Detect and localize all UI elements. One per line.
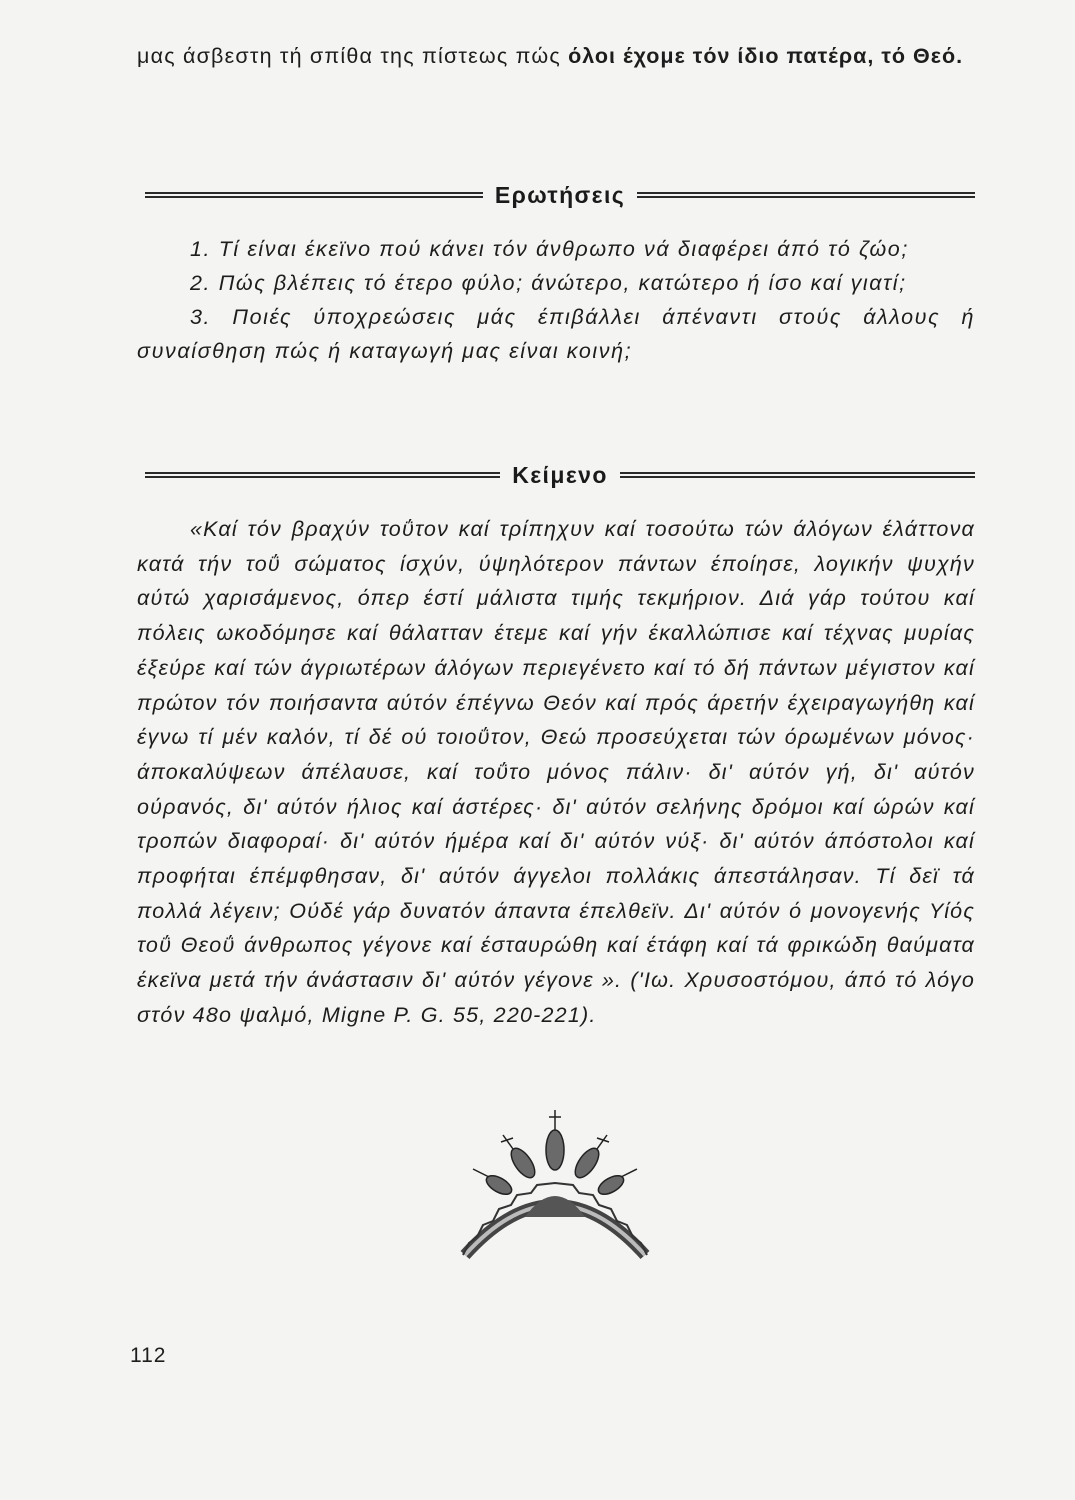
question-item: 1. Τί είναι έκεϊνο πού κάνει τόν άνθρωπο νά διαφέρει άπό τό ζώο; xyxy=(190,237,909,261)
heading-rule-left xyxy=(145,472,500,478)
text-heading: Κείμενο xyxy=(512,461,608,488)
sunrise-crown-ornament-icon xyxy=(455,1105,655,1265)
intro-bold-text: όλοι έχομε τόν ίδιο πατέρα, τό Θεό. xyxy=(568,44,964,68)
page-number: 112 xyxy=(130,1344,167,1367)
heading-rule-right xyxy=(620,472,975,478)
question-item: 3. Ποιές ύποχρεώσεις μάς έπιβάλλει άπέναντι στούς άλλους ή συναίσθηση πώς ή καταγωγή μας είναι κοινή; xyxy=(137,305,975,363)
passage-text: «Καί τόν βραχύν τοΰτον καί τρίπηχυν καί τοσούτω τών άλόγων έλάττονα κατά τήν τοΰ σώματος ίσχύν, ύψηλότερον πάντων έποίησε, λογικήν ψυχήν αύτώ χαρισάμενος, όπερ έστί μάλιστα τιμής τεκμήριον. Διά γάρ τούτου καί πόλεις ωκοδόμησε καί θάλατταν έτεμε καί γήν έκαλλώπισε καί τέχνας μυρίας έξεύρε καί τών άγριωτέρων άλόγων περιεγένετο καί τό δή πάντων μέγιστον καί πρώτον τόν ποιήσαντα αύτόν έπέγνω Θεόν καί πρός άρετήν έχειραγωγήθη καί έγνω τί μέν καλόν, τί δέ ού τοιοΰτον, Θεώ προσεύχεται τών όρωμένων μόνος· άποκαλύψεων άπέλαυσε, καί τοΰτο μόνος πάλιν· δι' αύτόν γή, δι' αύτόν ούρανός, δι' αύτόν ήλιος καί άστέρες· δι' αύτόν σελήνης δρόμοι καί ώρών καί τροπών διαφοραί· δι' αύτόν ήμέρα καί δι' αύτόν νύξ· δι' αύτόν άπόστολοι καί προφήται έπέμφθησαν, δι' αύτόν άγγελοι πολλάκις άπεστάλησαν. Τί δεϊ τά πολλά λέγειν; Ούδέ γάρ δυνατόν άπαντα έπελθεϊν. Δι' αύτόν ό μονογενής Υίός τοΰ Θεοΰ άνθρωπος γέγονε καί έσταυρώθη καί έτάφη καί τά φρικώδη θαύματα έκεϊνα μετά τήν άνάστασιν δι' αύτόν γέγονε ». ('Ιω. Χρυσοστόμου, άπό τό λόγο στόν 48ο ψαλμό, Migne P. G. 55, 220-221). xyxy=(137,517,975,1027)
question-item: 2. Πώς βλέπεις τό έτερο φύλο; άνώτερο, κατώτερο ή ίσο καί γιατί; xyxy=(190,271,907,295)
text-heading-bar xyxy=(145,460,975,490)
questions-list xyxy=(137,232,975,368)
questions-heading-bar xyxy=(145,180,975,210)
questions-heading: Ερωτήσεις xyxy=(494,181,626,208)
heading-rule-right xyxy=(637,192,975,198)
intro-text: μας άσβεστη τή σπίθα της πίστεως πώς xyxy=(137,44,569,68)
heading-rule-left xyxy=(145,192,483,198)
intro-paragraph xyxy=(137,38,975,75)
